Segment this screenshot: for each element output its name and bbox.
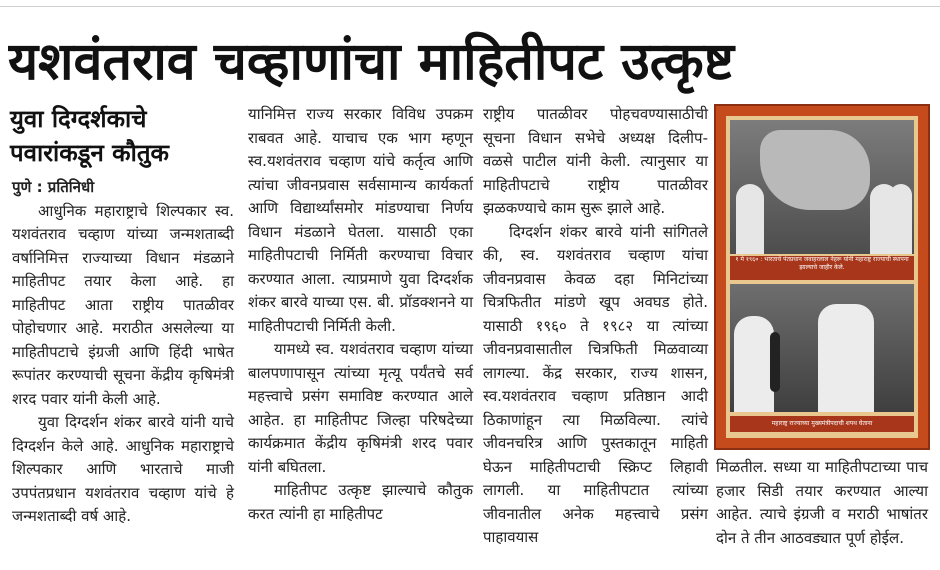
article-column-4 <box>716 456 928 550</box>
dateline: पुणे : प्रतिनिधी <box>12 178 95 196</box>
subheadline <box>10 102 240 170</box>
person-figure <box>736 184 764 254</box>
paragraph: आधुनिक महाराष्ट्राचे शिल्पकार स्व. यशवंतराव चव्हाण यांच्या जन्मशताब्दी वर्षानिमित्त राज्याच्या विधान मंडळाने माहितीपट तयार केला आहे. हा माहितीपट आता राष्ट्रीय पातळीवर पोहोचणार आहे. मराठीत असलेल्या या माहितीपटाचे इंग्रजी आणि हिंदी भाषेत रूपांतर करण्याची सूचना केंद्रीय कृषिमंत्री शरद पवार यांनी केली आहे. <box>12 201 234 408</box>
paragraph: राष्ट्रीय पातळीवर पोहचवण्यासाठीची सूचना विधान सभेचे अध्यक्ष दिलीप- वळसे पाटील यांनी केली. त्यानुसार या माहितीपटाचे राष्ट्रीय पातळीवर झळकण्याचे काम सुरू झाले आहे. <box>483 105 708 217</box>
article-column-3 <box>483 103 708 550</box>
top-rule <box>0 0 940 7</box>
paragraph: दिग्दर्शन शंकर बारवे यांनी सांगितले की, स्व. यशवंतराव चव्हाण यांचा जीवनप्रवास केवळ दहा मिनिटांच्या चित्रफितीत मांडणे खूप अवघड होते. यासाठी १९६० ते १९८२ या त्यांच्या जीवनप्रवासातील चित्रफिती मिळवाव्या लागल्या. केंद्र सरकार, राज्य शासन, स्व.यशवंतराव चव्हाण प्रतिष्ठान आदी ठिकाणांहून त्या मिळविल्या. त्यांचे जीवनचरित्र आणि पुस्तकातून माहिती घेऊन माहितीपटाची स्क्रिप्ट लिहावी लागली. या माहितीपटात त्यांच्या जीवनातील अनेक महत्त्वाचे प्रसंग पाहावयास <box>483 222 708 546</box>
person-figure <box>818 304 874 412</box>
microphone-icon <box>770 332 780 392</box>
paragraph: माहितीपट उत्कृष्ट झाल्याचे कौतुक करत त्यांनी हा माहितीपट <box>248 481 473 523</box>
subheadline-line-2: पवारांकडून कौतुक <box>10 139 169 167</box>
person-figure <box>734 316 774 412</box>
photo-collage <box>714 104 930 450</box>
paragraph: यानिमित्त राज्य सरकार विविध उपक्रम राबवत आहे. याचाच एक भाग म्हणून स्व.यशवंतराव चव्हाण यांचे कर्तृत्व आणि त्यांचा जीवनप्रवास सर्वसामान्य कार्यकर्ता आणि विद्यार्थ्यांसमोर मांडण्याचा निर्णय विधान मंडळाने घेतला. यासाठी एका माहितीपटाची निर्मिती करण्याचा विचार करण्यात आला. त्याप्रमाणे युवा दिग्दर्शक शंकर बारवे याच्या एस. बी. प्रॉडक्शनने या माहितीपटाची निर्मिती केली. <box>248 105 473 335</box>
photo-frame <box>726 116 918 438</box>
headline: यशवंतराव चव्हाणांचा माहितीपट उत्कृष्ट <box>8 32 735 92</box>
paragraph: युवा दिग्दर्शन शंकर बारवे यांनी याचे दिग्दर्शन केले आहे. आधुनिक महाराष्ट्राचे शिल्पकार आणि भारताचे माजी उपपंतप्रधान यशवंतराव चव्हाण यांचे हे जन्मशताब्दी वर्ष आहे. <box>12 413 234 525</box>
photo-caption-bottom: महाराष्ट्र राज्याच्या मुख्यमंत्रीपदाची शपथ घेताना <box>730 416 914 432</box>
photo-nehru-map <box>730 120 914 254</box>
article-column-2 <box>248 103 473 526</box>
maharashtra-map-shape <box>760 130 870 210</box>
photo-oath <box>730 284 914 412</box>
article-column-1 <box>12 176 234 529</box>
subheadline-line-1: युवा दिग्दर्शकाचे <box>10 105 147 133</box>
paragraph: मिळतील. सध्या या माहितीपटाच्या पाच हजार सिडी तयार करण्यात आल्या आहेत. त्याचे इंग्रजी व मराठी भाषांतर दोन ते तीन आठवड्यात पूर्ण होईल. <box>716 458 928 547</box>
person-figure <box>890 184 912 254</box>
photo-caption-top: १ मे १९६० : भारताचे पंतप्रधान जवाहरलाल नेहरू यांनी महाराष्ट्र राज्याची स्थापना झाल्याचे जाहीर केले. <box>730 256 914 280</box>
paragraph: यामध्ये स्व. यशवंतराव चव्हाण यांच्या बालपणापासून त्यांच्या मृत्यू पर्यंतचे सर्व महत्त्वाचे प्रसंग समाविष्ट करण्यात आले आहेत. हा माहितीपट जिल्हा परिषदेच्या कार्यक्रमात केंद्रीय कृषिमंत्री शरद पवार यांनी बघितला. <box>248 340 473 476</box>
